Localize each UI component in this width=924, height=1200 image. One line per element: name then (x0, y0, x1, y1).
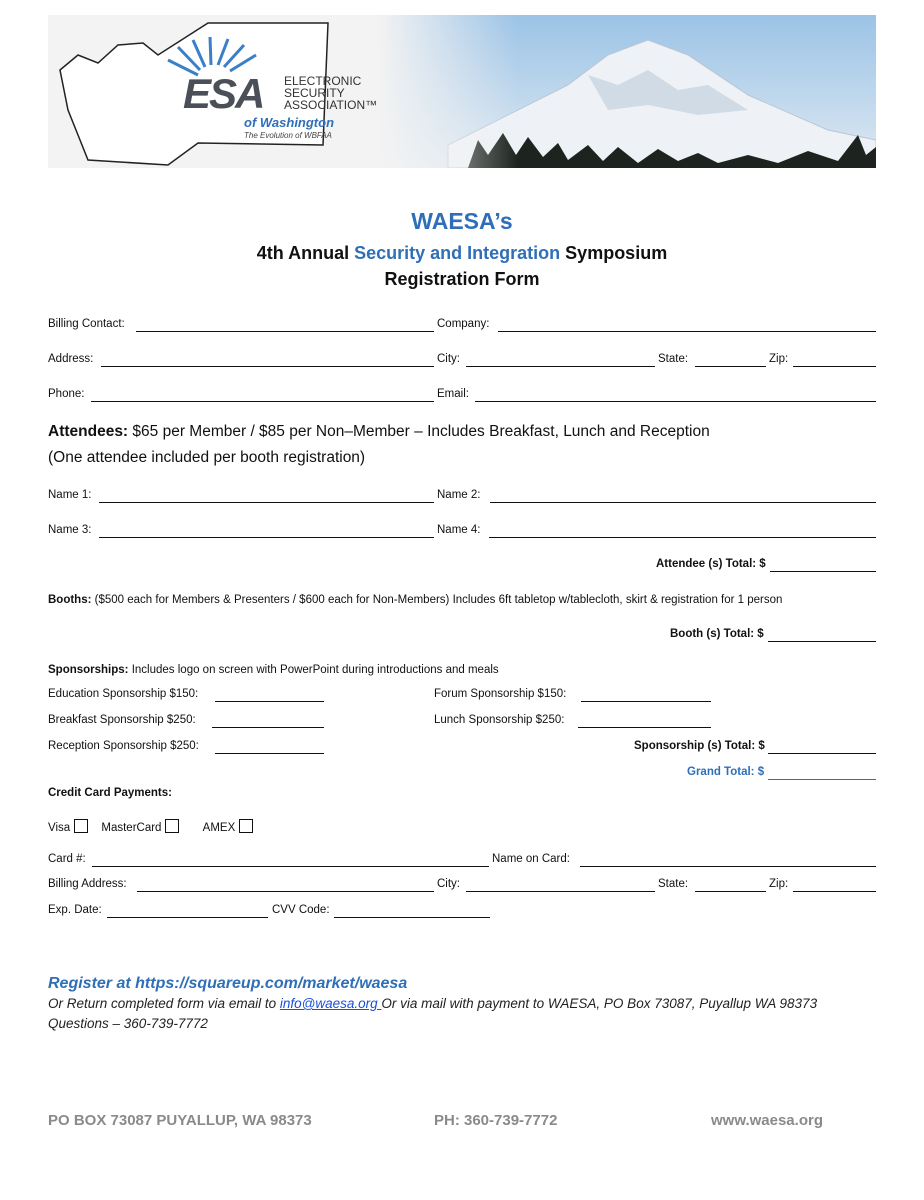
mastercard-label: MasterCard (101, 822, 162, 834)
footer-phone: PH: 360-739-7772 (434, 1112, 558, 1129)
breakfast-sponsorship-label: Breakfast Sponsorship $250: (48, 714, 196, 726)
reception-sponsorship-field[interactable] (215, 753, 324, 754)
email-field[interactable] (475, 401, 876, 402)
grand-total-label: Grand Total: $ (687, 766, 765, 778)
forum-sponsorship-label: Forum Sponsorship $150: (434, 688, 567, 700)
billing-address-label: Billing Address: (48, 878, 127, 890)
exp-date-label: Exp. Date: (48, 904, 102, 916)
sponsorship-total-field[interactable] (768, 753, 876, 754)
return-text-suffix: Or via mail with payment to WAESA, PO Box 73087, Puyallup WA 98373 (381, 996, 818, 1011)
return-text-prefix: Or Return completed form via email to (48, 996, 280, 1011)
logo-region: of Washington (244, 115, 335, 130)
mastercard-checkbox[interactable] (165, 819, 179, 833)
phone-field[interactable] (91, 401, 434, 402)
attendees-pricing-text: $65 per Member / $85 per Non–Member – Includes Breakfast, Lunch and Reception (128, 423, 710, 440)
education-sponsorship-label: Education Sponsorship $150: (48, 688, 199, 700)
logo-line-3: ASSOCIATION™ (284, 98, 378, 112)
attendee-total-field[interactable] (770, 571, 876, 572)
card-state-label: State: (658, 878, 689, 890)
visa-label: Visa (48, 822, 71, 834)
cvv-label: CVV Code: (272, 904, 330, 916)
breakfast-sponsorship-field[interactable] (212, 727, 324, 728)
booth-total-label: Booth (s) Total: $ (670, 628, 764, 640)
booths-description: ($500 each for Members & Presenters / $600 each for Non-Members) Includes 6ft tabletop w/tablecloth, skirt & registration for 1 person (91, 594, 783, 606)
attendees-pricing (48, 423, 710, 441)
grand-total-field[interactable] (768, 779, 876, 780)
name2-field[interactable] (490, 502, 876, 503)
name4-label: Name 4: (437, 524, 481, 536)
name-on-card-label: Name on Card: (492, 853, 570, 865)
card-state-field[interactable] (695, 891, 766, 892)
logo-tagline: The Evolution of WBFAA (244, 131, 332, 140)
register-link[interactable]: Register at https://squareup.com/market/waesa (48, 975, 408, 992)
logo-acronym: ESA (183, 70, 264, 117)
event-title-prefix: 4th Annual (256, 243, 355, 263)
billing-address-field[interactable] (137, 891, 434, 892)
company-label: Company: (437, 318, 490, 330)
logo-line-2: SECURITY (284, 86, 345, 100)
attendees-note: (One attendee included per booth registration) (48, 449, 366, 466)
credit-card-heading: Credit Card Payments: (48, 787, 172, 799)
attendees-heading: Attendees: (48, 423, 129, 440)
footer-website[interactable]: www.waesa.org (711, 1112, 823, 1129)
company-field[interactable] (498, 331, 876, 332)
amex-checkbox[interactable] (239, 819, 253, 833)
zip-label: Zip: (769, 353, 789, 365)
sponsorships-line (48, 663, 499, 677)
booths-heading: Booths: (48, 594, 92, 606)
sponsorship-total-label: Sponsorship (s) Total: $ (634, 740, 765, 752)
questions-line: Questions – 360-739-7772 (48, 1016, 208, 1031)
cvv-field[interactable] (334, 917, 490, 918)
billing-contact-label: Billing Contact: (48, 318, 125, 330)
name-on-card-field[interactable] (580, 866, 876, 867)
email-label: Email: (437, 388, 469, 400)
city-field[interactable] (466, 366, 655, 367)
card-city-field[interactable] (466, 891, 655, 892)
lunch-sponsorship-field[interactable] (578, 727, 711, 728)
zip-field[interactable] (793, 366, 876, 367)
card-city-label: City: (437, 878, 460, 890)
exp-date-field[interactable] (107, 917, 268, 918)
org-title: WAESA’s (411, 208, 513, 234)
logo-name (284, 75, 377, 111)
event-title (0, 243, 924, 264)
education-sponsorship-field[interactable] (215, 701, 324, 702)
name1-label: Name 1: (48, 489, 92, 501)
amex-label: AMEX (202, 822, 236, 834)
sponsorships-description: Includes logo on screen with PowerPoint during introductions and meals (128, 664, 499, 676)
city-label: City: (437, 353, 460, 365)
card-type-row (48, 819, 253, 835)
card-number-label: Card #: (48, 853, 86, 865)
card-zip-field[interactable] (793, 891, 876, 892)
event-title-suffix: Symposium (560, 243, 668, 263)
billing-contact-field[interactable] (136, 331, 434, 332)
name1-field[interactable] (99, 502, 434, 503)
logo-line-1: ELECTRONIC (284, 74, 362, 88)
reception-sponsorship-label: Reception Sponsorship $250: (48, 740, 199, 752)
banner-graphic (48, 15, 876, 168)
booth-total-field[interactable] (768, 641, 876, 642)
address-label: Address: (48, 353, 94, 365)
email-link[interactable]: info@waesa.org (279, 996, 382, 1011)
header-banner (48, 15, 876, 168)
return-instructions (48, 996, 817, 1011)
state-label: State: (658, 353, 689, 365)
visa-checkbox[interactable] (74, 819, 88, 833)
name2-label: Name 2: (437, 489, 481, 501)
state-field[interactable] (695, 366, 766, 367)
address-field[interactable] (101, 366, 434, 367)
attendee-total-label: Attendee (s) Total: $ (656, 558, 766, 570)
card-zip-label: Zip: (769, 878, 789, 890)
phone-label: Phone: (48, 388, 85, 400)
card-number-field[interactable] (92, 866, 489, 867)
booths-line (48, 593, 782, 607)
name3-field[interactable] (99, 537, 434, 538)
forum-sponsorship-field[interactable] (581, 701, 711, 702)
form-title: Registration Form (384, 269, 540, 289)
lunch-sponsorship-label: Lunch Sponsorship $250: (434, 714, 565, 726)
footer-address: PO BOX 73087 PUYALLUP, WA 98373 (48, 1112, 312, 1129)
event-title-highlight: Security and Integration (354, 243, 561, 263)
sponsorships-heading: Sponsorships: (48, 664, 129, 676)
name4-field[interactable] (489, 537, 876, 538)
name3-label: Name 3: (48, 524, 92, 536)
